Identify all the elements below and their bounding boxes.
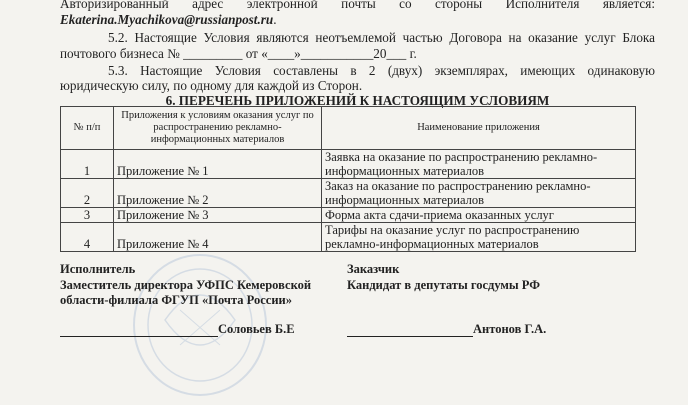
table-row — [61, 223, 636, 252]
header-num: № п/п — [61, 107, 114, 150]
table-row — [61, 150, 636, 179]
email-period: . — [273, 12, 277, 27]
executor-position-2: области-филиала ФГУП «Почта России» — [60, 293, 292, 307]
row-name: Приложение № 2 — [114, 179, 322, 208]
row-num: 4 — [61, 223, 114, 252]
executor-heading: Исполнитель — [60, 262, 136, 276]
intro-line: Авторизированный адрес электронной почты со стороны Исполнителя является: — [60, 0, 655, 11]
table-row — [61, 179, 636, 208]
appendix-table — [60, 106, 636, 252]
customer-signature-line[interactable] — [347, 336, 473, 337]
header-name: Приложения к условиям оказания услуг по распространению рекламно-информационных материалов — [114, 107, 322, 150]
row-desc: Тарифы на оказание услуг по распространению рекламно-информационных материалов — [322, 223, 636, 252]
row-desc: Заявка на оказание по распространению рекламно-информационных материалов — [322, 150, 636, 179]
header-desc: Наименование приложения — [322, 107, 636, 150]
executor-email[interactable]: Ekaterina.Myachikova@russianpost.ru — [60, 12, 274, 27]
customer-position-1: Кандидат в депутаты госдумы РФ — [347, 278, 540, 292]
clause-5-3-line1: 5.3. Настоящие Условия составлены в 2 (двух) экземплярах, имеющих одинаковую — [108, 63, 655, 78]
table-row — [61, 208, 636, 223]
clause-5-2-line1: 5.2. Настоящие Условия являются неотъемлемой частью Договора на оказание услуг Блока — [108, 30, 655, 45]
email-line — [60, 12, 655, 28]
clause-5-2-line2: почтового бизнеса № _________ от «____»___________20___ г. — [60, 46, 417, 61]
row-num: 3 — [61, 208, 114, 223]
executor-signature-line[interactable] — [60, 336, 218, 337]
row-desc: Заказ на оказание по распространению рекламно-информационных материалов — [322, 179, 636, 208]
row-num: 1 — [61, 150, 114, 179]
executor-position-1: Заместитель директора УФПС Кемеровской — [60, 278, 312, 292]
clause-5-3-line2: юридическую силу, по одному для каждой из Сторон. — [60, 78, 363, 93]
row-num: 2 — [61, 179, 114, 208]
customer-heading: Заказчик — [347, 262, 400, 276]
row-name: Приложение № 4 — [114, 223, 322, 252]
row-name: Приложение № 3 — [114, 208, 322, 223]
customer-signature — [347, 322, 546, 337]
table-header-row — [61, 107, 636, 150]
row-desc: Форма акта сдачи-приема оказанных услуг — [322, 208, 636, 223]
row-name: Приложение № 1 — [114, 150, 322, 179]
executor-signature — [60, 322, 295, 337]
executor-signer: Соловьев Б.Е — [218, 322, 295, 336]
section-title: 6. ПЕРЕЧЕНЬ ПРИЛОЖЕНИЙ К НАСТОЯЩИМ УСЛОВИЯМ — [165, 93, 550, 108]
customer-signer: Антонов Г.А. — [473, 322, 547, 336]
